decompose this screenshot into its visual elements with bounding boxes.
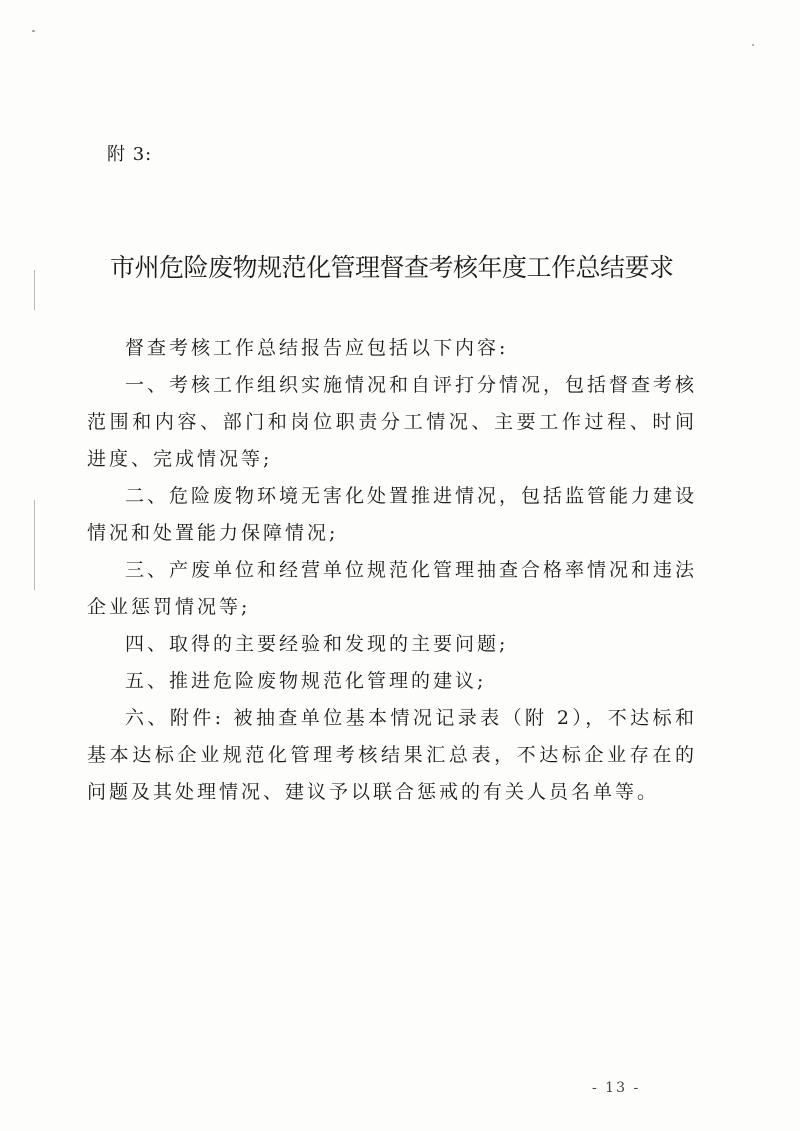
item-paragraph: 六、附件: 被抽查单位基本情况记录表（附 2），不达标和基本达标企业规范化管理考核结果汇总表，不达标企业存在的问题及其处理情况、建议予以联合惩戒的有关人员名单等。: [87, 707, 697, 803]
document-title: 市州危险废物规范化管理督查考核年度工作总结要求: [110, 253, 674, 282]
scan-margin-mark: [34, 270, 35, 310]
item-paragraph: 一、考核工作组织实施情况和自评打分情况，包括督查考核范围和内容、部门和岗位职责分工情况、主要工作过程、时间进度、完成情况等;: [87, 374, 698, 470]
page-number: - 13 -: [592, 1080, 641, 1096]
scan-speck: [752, 44, 754, 46]
intro-paragraph: 督查考核工作总结报告应包括以下内容:: [125, 337, 509, 359]
item-paragraph: 五、推进危险废物规范化管理的建议;: [125, 670, 487, 692]
item-paragraph: 四、取得的主要经验和发现的主要问题;: [125, 633, 509, 655]
scan-speck: [32, 30, 35, 32]
scan-margin-mark: [34, 500, 35, 590]
item-paragraph: 二、危险废物环境无害化处置推进情况，包括监管能力建设情况和处置能力保障情况;: [87, 485, 698, 544]
annex-label: 附 3:: [107, 144, 153, 165]
item-paragraph: 三、产废单位和经营单位规范化管理抽查合格率情况和违法企业惩罚情况等;: [87, 559, 698, 618]
document-body: [87, 330, 697, 811]
